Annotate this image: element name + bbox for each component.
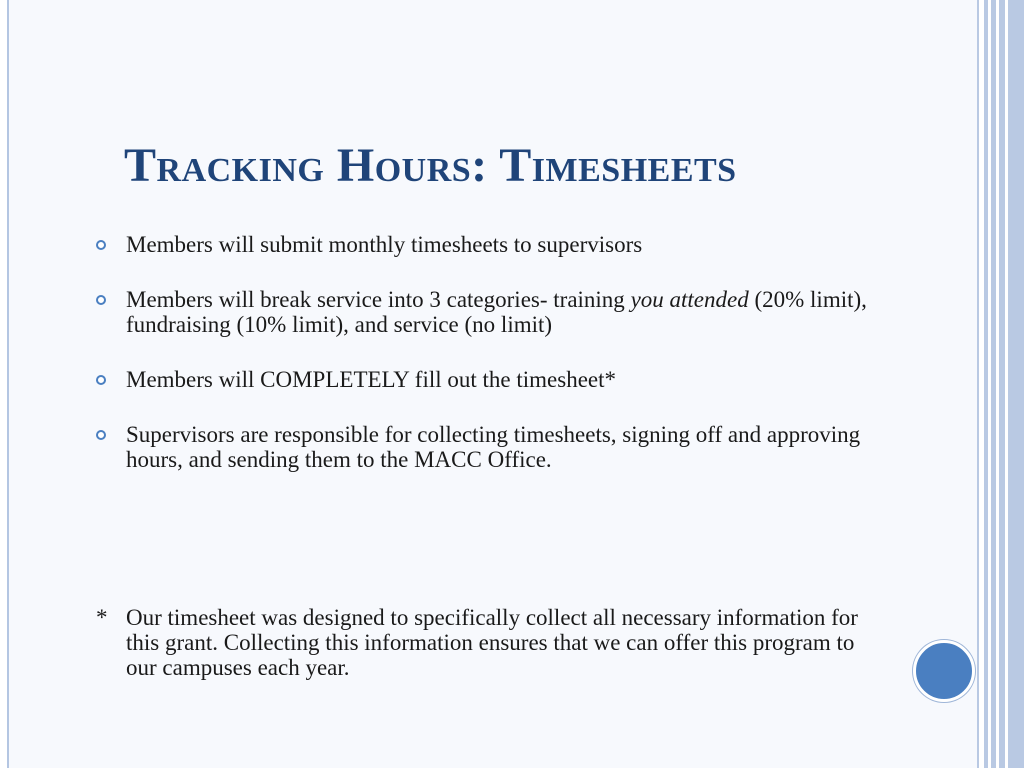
bullet-item [96, 367, 896, 392]
right-stripe [1008, 0, 1024, 768]
bullet-item [96, 287, 896, 337]
blue-circle-decoration [913, 640, 975, 702]
bullet-text: Members will break service into 3 categories- training [126, 287, 631, 312]
bullet-text-italic: you attended [630, 287, 749, 312]
footnote-text: Our timesheet was designed to specifically collect all necessary information for this grant. Collecting this information ensures that we can offer this program to our campuses each year. [126, 605, 858, 680]
bullet-item [96, 232, 896, 257]
bullet-text: Members will submit monthly timesheets to supervisors [126, 232, 643, 257]
bullet-text: Members will COMPLETELY fill out the timesheet* [126, 367, 616, 392]
hollow-circle-bullet-icon [96, 295, 106, 305]
hollow-circle-bullet-icon [96, 240, 106, 250]
bullet-item [96, 422, 896, 472]
bullet-text: Supervisors are responsible for collecting timesheets, signing off and approving hours, and sending them to the MACC Office. [126, 422, 861, 472]
hollow-circle-bullet-icon [96, 375, 106, 385]
bullet-text: (20% limit), fundraising (10% limit), and service (no limit) [126, 287, 867, 337]
bullet-list [96, 232, 896, 502]
slide-title: Tracking Hours: Timesheets [124, 139, 737, 192]
footnote-marker: * [96, 605, 108, 630]
footnote [96, 605, 886, 680]
hollow-circle-bullet-icon [96, 430, 106, 440]
